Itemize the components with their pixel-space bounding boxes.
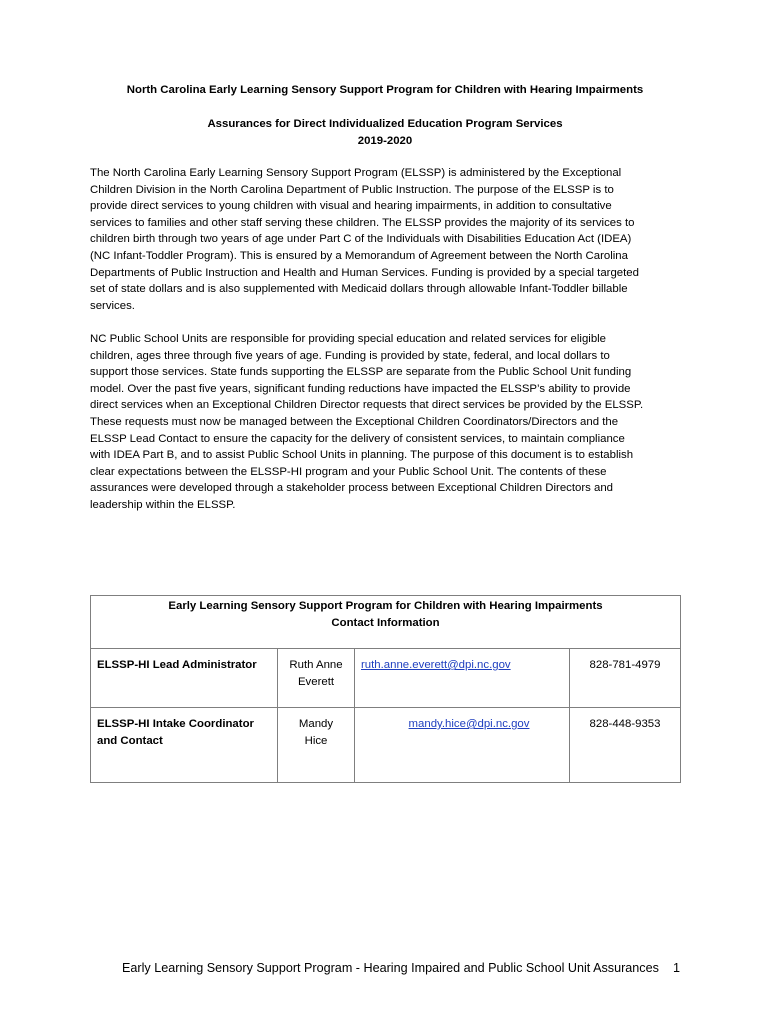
email-cell [355, 708, 570, 783]
name-cell [278, 649, 355, 708]
email-cell [355, 649, 570, 708]
paragraph-line: leadership within the ELSSP. [90, 498, 236, 511]
paragraph-line: with IDEA Part B, and to assist Public School Units in planning. The purpose of this document is to establish [90, 449, 634, 462]
contact-name-line: Everett [297, 675, 335, 688]
paragraph-line: provide direct services to young children with visual and hearing impairments, in addition to consultative [90, 200, 612, 213]
paragraph-line: clear expectations between the ELSSP-HI program and your Public School Unit. The contents of these [90, 465, 607, 478]
email-link[interactable]: mandy.hice@dpi.nc.gov [408, 718, 530, 730]
phone-cell: 828-781-4979 [570, 649, 681, 708]
paragraph-line: set of state dollars and is also supplemented with Medicaid dollars through allowable Infant-Toddler billable [90, 283, 628, 296]
role-cell [91, 649, 278, 708]
paragraph-line: model. Over the past five years, significant funding reductions have impacted the ELSSP’s ability to provide [90, 382, 631, 395]
table-row [91, 649, 681, 708]
role-label: ELSSP-HI Intake Coordinator [97, 718, 254, 730]
page-footer: Early Learning Sensory Support Program - Hearing Impaired and Public School Unit Assurances [122, 961, 659, 975]
role-label: ELSSP-HI Lead Administrator [97, 659, 257, 671]
contact-name-line: Hice [304, 734, 328, 747]
paragraph-line: direct services when an Exceptional Children Director requests that direct services be provided by the ELSSP. [90, 399, 644, 412]
intro-paragraph [90, 165, 680, 314]
email-link[interactable]: ruth.anne.everett@dpi.nc.gov [361, 659, 511, 671]
phone-cell: 828-448-9353 [570, 708, 681, 783]
paragraph-line: NC Public School Units are responsible for providing special education and related services for eligible [90, 333, 607, 345]
paragraph-line: children, ages three through five years of age. Funding is provided by state, federal, and local dollars to [90, 349, 610, 362]
paragraph-line: services to families and other staff serving these children. The ELSSP provides the majority of its services to [90, 216, 635, 229]
contact-table-heading-line: Early Learning Sensory Support Program for Children with Hearing Impairments [168, 600, 603, 612]
document-subtitle: Assurances for Direct Individualized Education Program Services [207, 118, 563, 130]
contact-table-heading [91, 596, 681, 649]
document-year: 2019-2020 [357, 135, 413, 147]
page-number: 1 [673, 961, 681, 975]
contact-name-line: Mandy [298, 718, 334, 730]
public-school-paragraph [90, 331, 680, 514]
contact-name-line: Ruth Anne [289, 659, 343, 671]
contact-table-heading-line: Contact Information [331, 616, 440, 629]
paragraph-line: support those services. State funds supporting the ELSSP are separate from the Public School Unit funding [90, 366, 632, 379]
paragraph-line: children birth through two years of age under Part C of the Individuals with Disabilities Education Act (IDEA) [90, 233, 632, 246]
paragraph-line: assurances were developed through a stakeholder process between Exceptional Children Directors and [90, 482, 614, 495]
table-row [91, 708, 681, 783]
name-cell [278, 708, 355, 783]
role-cell [91, 708, 278, 783]
paragraph-line: services. [90, 299, 135, 312]
paragraph-line: Departments of Public Instruction and Health and Human Services. Funding is provided by a special targeted [90, 266, 639, 279]
contact-table [90, 595, 681, 783]
paragraph-line: ELSSP Lead Contact to ensure the capacity for the delivery of consistent services, to maintain compliance [90, 432, 625, 445]
paragraph-line: Children Division in the North Carolina Department of Public Instruction. The purpose of the ELSSP is to [90, 183, 614, 196]
paragraph-line: (NC Infant-Toddler Program). This is ensured by a Memorandum of Agreement between the North Carolina [90, 249, 628, 262]
paragraph-line: The North Carolina Early Learning Sensory Support Program (ELSSP) is administered by the Exceptional [90, 167, 622, 179]
role-label: and Contact [97, 734, 163, 747]
document-title: North Carolina Early Learning Sensory Support Program for Children with Hearing Impairments [126, 84, 644, 96]
paragraph-line: These requests must now be managed between the Exceptional Children Coordinators/Directors and the [90, 415, 619, 428]
